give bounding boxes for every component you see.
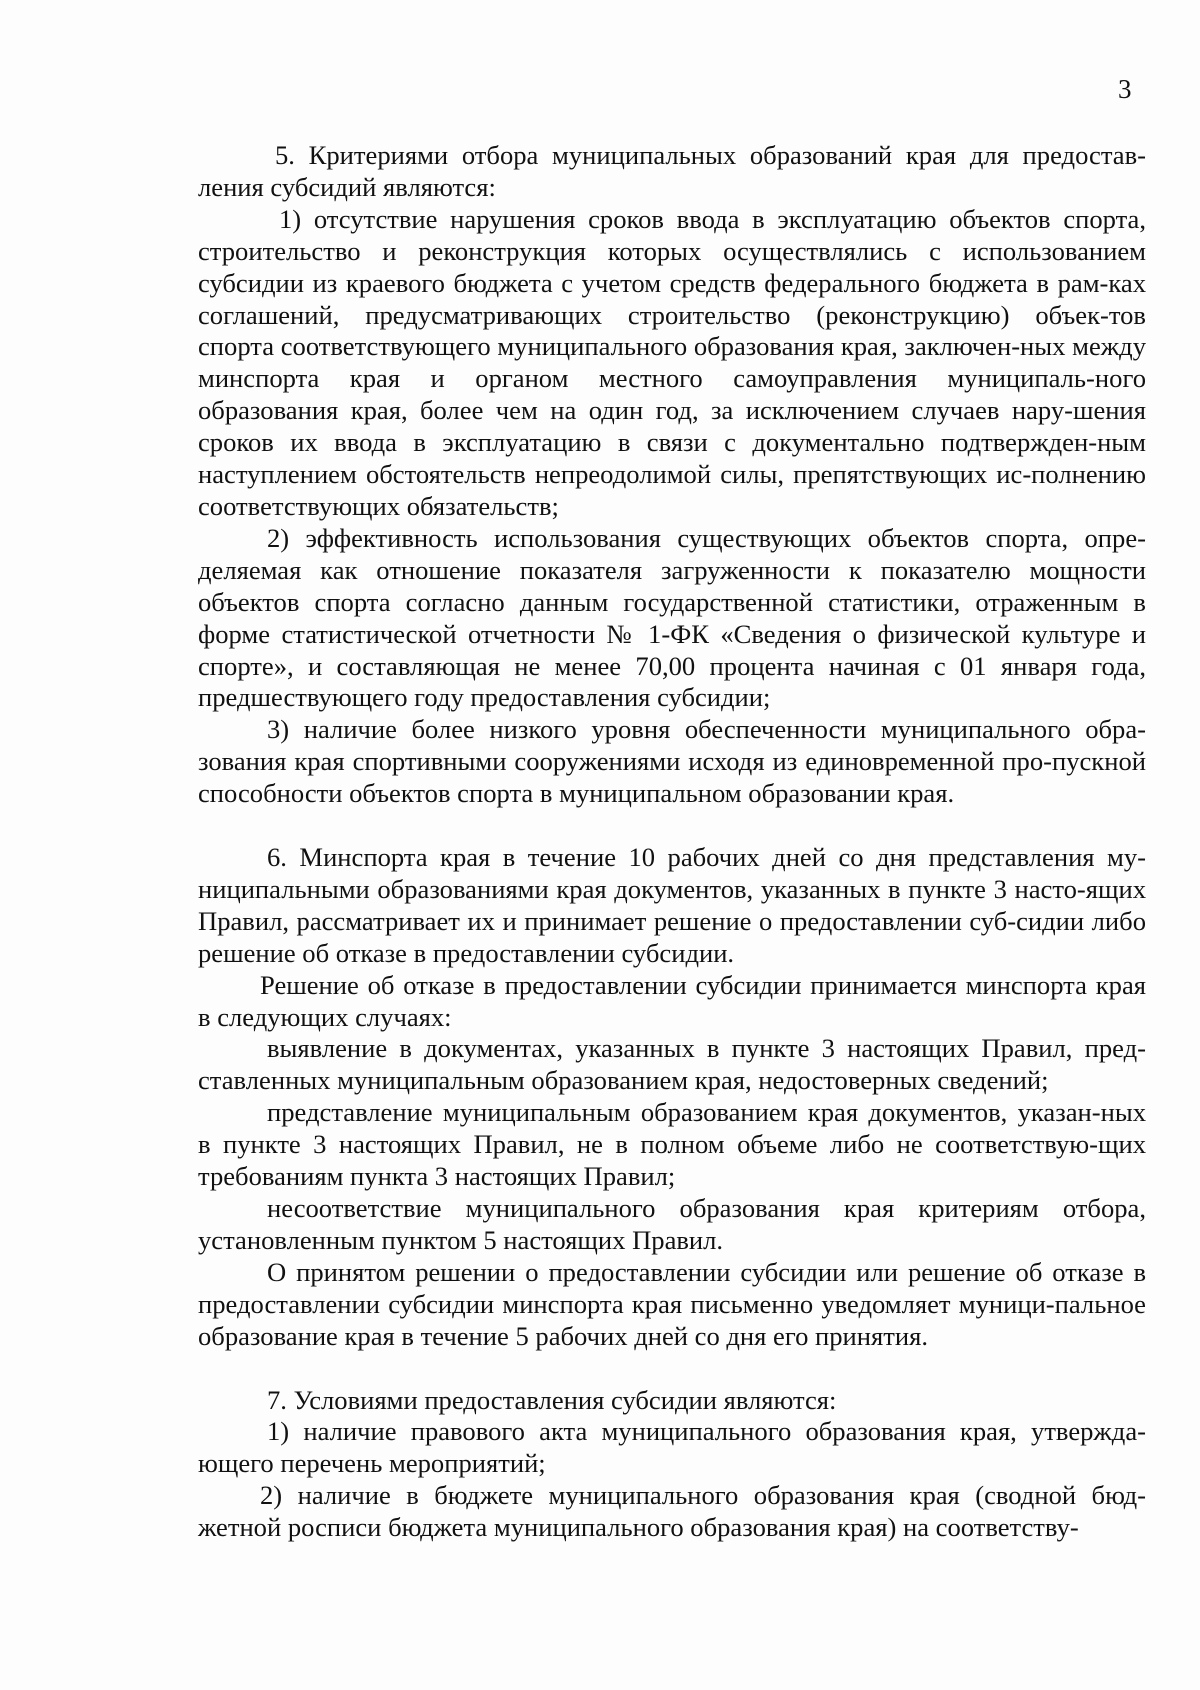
section-7-item-2: 2) наличие в бюджете муниципального образования края (сводной бюд-жетной росписи бюджета муниципального образования края) на соответству- xyxy=(198,1480,1146,1543)
document-body xyxy=(198,140,1146,1544)
section-6-case-1: выявление в документах, указанных в пункте 3 настоящих Правил, пред-ставленных муниципальным образованием края, недостоверных сведений; xyxy=(198,1033,1146,1096)
section-6-case-3: несоответствие муниципального образования края критериям отбора, установленным пунктом 5 настоящих Правил. xyxy=(198,1193,1146,1255)
page-number: 3 xyxy=(1118,74,1132,104)
section-6-notice: О принятом решении о предоставлении субсидии или решение об отказе в предоставлении субсидии минспорта края письменно уведомляет муници-пальное образование края в течение 5 рабочих дней со дня его принятия. xyxy=(198,1256,1146,1351)
section-5-item-1: 1) отсутствие нарушения сроков ввода в эксплуатацию объектов спорта, строительство и реконструкция которых осуществлялись с использованием субсидии из краевого бюджета с учетом средств федерального бюджета в рам-ках соглашений, предусматривающих строительство (реконструкцию) объек-тов спорта соответствующего муниципального образования края, заключен-ных между минспорта края и органом местного самоуправления муниципаль-ного образования края, более чем на один год, за исключением случаев нару-шения сроков их ввода в эксплуатацию в связи с документально подтвержден-ным наступлением обстоятельств непреодолимой силы, препятствующих ис-полнению соответствующих обязательств; xyxy=(198,203,1146,521)
section-5-item-2: 2) эффективность использования существующих объектов спорта, опре-деляемая как отношение показателя загруженности к показателю мощности объектов спорта согласно данным государственной статистики, отраженным в форме статистической отчетности № 1-ФК «Сведения о физической культуре и спорте», и составляющая не менее 70,00 процента начиная с 01 января года, предшествующего году предоставления субсидии; xyxy=(198,522,1146,713)
section-7-intro: 7. Условиями предоставления субсидии являются: xyxy=(267,1384,837,1415)
section-6-refusal-intro: Решение об отказе в предоставлении субсидии принимается минспорта края в следующих случаях: xyxy=(198,969,1146,1032)
section-6-intro: 6. Минспорта края в течение 10 рабочих дней со дня представления му-ниципальными образованиями края документов, указанных в пункте 3 насто-ящих Правил, рассматривает их и принимает решение о предоставлении суб-сидии либо решение об отказе в предоставлении субсидии. xyxy=(198,842,1146,968)
section-6-case-2: представление муниципальным образованием края документов, указан-ных в пункте 3 настоящих Правил, не в полном объеме либо не соответствую-щих требованиям пункта 3 настоящих Правил; xyxy=(198,1097,1146,1192)
section-5-intro: 5. Критериями отбора муниципальных образований края для предостав-ления субсидий являются: xyxy=(198,140,1146,202)
section-5-item-3: 3) наличие более низкого уровня обеспеченности муниципального обра-зования края спортивными сооружениями исходя из единовременной про-пускной способности объектов спорта в муниципальном образовании края. xyxy=(198,714,1146,809)
section-7-item-1: 1) наличие правового акта муниципального образования края, утвержда-ющего перечень мероприятий; xyxy=(198,1416,1146,1479)
